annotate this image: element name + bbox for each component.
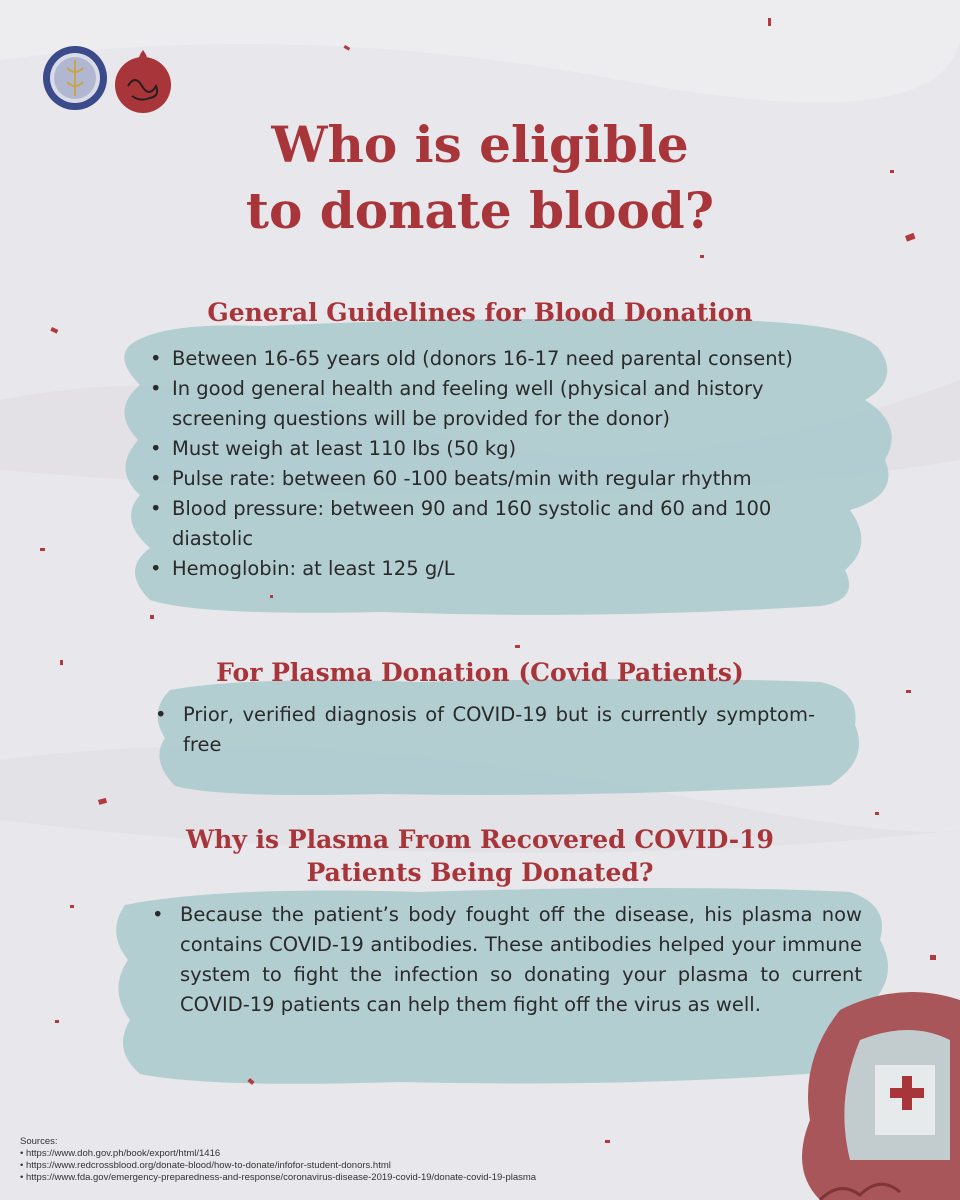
- title-line-2: to donate blood?: [245, 181, 715, 240]
- list-item: • Must weigh at least 110 lbs (50 kg): [150, 434, 850, 464]
- list-item: • Prior, verified diagnosis of COVID-19 but is currently symptom-free: [155, 700, 815, 760]
- why-plasma-heading: [0, 823, 960, 889]
- list-item: • Blood pressure: between 90 and 160 systolic and 60 and 100 diastolic: [150, 494, 850, 554]
- sources: [20, 1136, 536, 1184]
- blood-drop-logo-icon: [115, 50, 171, 113]
- plasma-donation-list: [155, 700, 815, 760]
- why-plasma-list: [152, 900, 862, 1020]
- general-guidelines-list: [150, 344, 850, 584]
- plasma-donation-heading: For Plasma Donation (Covid Patients): [216, 658, 744, 687]
- source-link[interactable]: • https://www.doh.gov.ph/book/export/html/1416: [20, 1148, 536, 1160]
- why-heading-line-1: Why is Plasma From Recovered COVID-19: [186, 825, 774, 854]
- logos: [40, 38, 200, 118]
- source-link[interactable]: • https://www.redcrossblood.org/donate-blood/how-to-donate/infofor-student-donors.html: [20, 1160, 536, 1172]
- sources-label: Sources:: [20, 1136, 58, 1147]
- page-title: [0, 112, 960, 244]
- list-item: • Pulse rate: between 60 -100 beats/min with regular rhythm: [150, 464, 850, 494]
- sources-list: [20, 1148, 536, 1184]
- title-line-1: Who is eligible: [271, 115, 689, 174]
- general-guidelines-heading: General Guidelines for Blood Donation: [207, 298, 753, 327]
- list-item: • In good general health and feeling well (physical and history screening questions will be provided for the donor): [150, 374, 850, 434]
- source-link[interactable]: • https://www.fda.gov/emergency-preparedness-and-response/coronavirus-disease-2019-covid-19/donate-covid-19-plasma: [20, 1172, 536, 1184]
- society-seal-icon: [43, 46, 107, 110]
- list-item: • Between 16-65 years old (donors 16-17 need parental consent): [150, 344, 850, 374]
- list-item: • Hemoglobin: at least 125 g/L: [150, 554, 850, 584]
- why-heading-line-2: Patients Being Donated?: [306, 858, 654, 887]
- list-item: • Because the patient’s body fought off the disease, his plasma now contains COVID-19 antibodies. These antibodies helped your immune system to fight the infection so donating your plasma to current COVID-19 patients can help them fight off the virus as well.: [152, 900, 862, 1020]
